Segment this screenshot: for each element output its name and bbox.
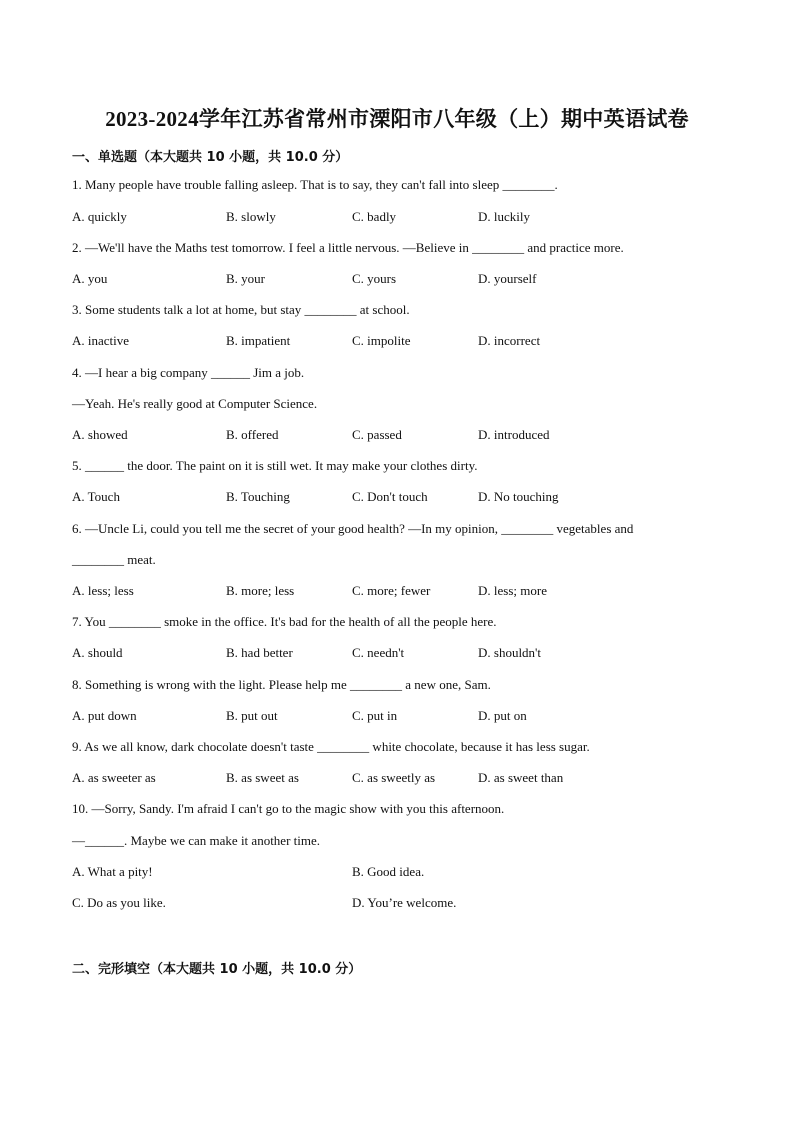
question-5-stem: 5. ______ the door. The paint on it is still wet. It may make your clothes dirty.	[72, 458, 478, 473]
q10-option-c: C. Do as you like.	[72, 895, 166, 910]
question-8-stem: 8. Something is wrong with the light. Please help me ________ a new one, Sam.	[72, 677, 491, 692]
question-3-stem: 3. Some students talk a lot at home, but stay ________ at school.	[72, 302, 410, 317]
q5-option-c: C. Don't touch	[352, 489, 428, 504]
question-4-stem: 4. —I hear a big company ______ Jim a job.	[72, 365, 305, 380]
question-2-stem: 2. —We'll have the Maths test tomorrow. I feel a little nervous. —Believe in ________ and practice more.	[72, 240, 624, 255]
q6-option-c: C. more; fewer	[352, 583, 431, 598]
q7-option-a: A. should	[72, 645, 123, 660]
q6-option-b: B. more; less	[226, 583, 295, 598]
question-1-stem: 1. Many people have trouble falling asleep. That is to say, they can't fall into sleep ________.	[72, 177, 558, 192]
q5-option-a: A. Touch	[72, 489, 120, 504]
q1-option-a: A. quickly	[72, 209, 127, 224]
q2-option-c: C. yours	[352, 271, 397, 286]
q1-option-c: C. badly	[352, 209, 397, 224]
q4-option-d: D. introduced	[478, 427, 550, 442]
q5-option-b: B. Touching	[226, 489, 290, 504]
question-6-stem-continued: ________ meat.	[72, 552, 156, 567]
q9-option-c: C. as sweetly as	[352, 770, 436, 785]
question-10-reply: —______. Maybe we can make it another time.	[72, 833, 321, 848]
section-heading-single-choice: 一、单选题（本大题共 10 小题，共 10.0 分）	[72, 150, 349, 165]
q8-option-d: D. put on	[478, 708, 527, 723]
q4-option-c: C. passed	[352, 427, 402, 442]
q8-option-c: C. put in	[352, 708, 398, 723]
q3-option-d: D. incorrect	[478, 333, 541, 348]
q8-option-a: A. put down	[72, 708, 137, 723]
q2-option-d: D. yourself	[478, 271, 537, 286]
q7-option-c: C. needn't	[352, 645, 405, 660]
q3-option-c: C. impolite	[352, 333, 411, 348]
q5-option-d: D. No touching	[478, 489, 559, 504]
q7-option-d: D. shouldn't	[478, 645, 542, 660]
q1-option-d: D. luckily	[478, 209, 530, 224]
page-title: 2023-2024学年江苏省常州市溧阳市八年级（上）期中英语试卷	[105, 107, 689, 131]
q9-option-a: A. as sweeter as	[72, 770, 156, 785]
q6-option-d: D. less; more	[478, 583, 547, 598]
q1-option-b: B. slowly	[226, 209, 276, 224]
q7-option-b: B. had better	[226, 645, 293, 660]
q9-option-b: B. as sweet as	[226, 770, 299, 785]
question-9-stem: 9. As we all know, dark chocolate doesn't taste ________ white chocolate, because it has less sugar.	[72, 739, 590, 754]
q3-option-b: B. impatient	[226, 333, 291, 348]
section-heading-cloze: 二、完形填空（本大题共 10 小题，共 10.0 分）	[72, 962, 362, 977]
q2-option-a: A. you	[72, 271, 108, 286]
q9-option-d: D. as sweet than	[478, 770, 564, 785]
question-6-stem: 6. —Uncle Li, could you tell me the secret of your good health? —In my opinion, ________ vegetables and	[72, 521, 634, 536]
q4-option-b: B. offered	[226, 427, 279, 442]
q4-option-a: A. showed	[72, 427, 128, 442]
question-10-stem: 10. —Sorry, Sandy. I'm afraid I can't go to the magic show with you this afternoon.	[72, 801, 505, 816]
q10-option-b: B. Good idea.	[352, 864, 425, 879]
q8-option-b: B. put out	[226, 708, 278, 723]
q2-option-b: B. your	[226, 271, 265, 286]
question-4-reply: —Yeah. He's really good at Computer Science.	[72, 396, 318, 411]
question-7-stem: 7. You ________ smoke in the office. It's bad for the health of all the people here.	[72, 614, 497, 629]
q10-option-a: A. What a pity!	[72, 864, 153, 879]
q3-option-a: A. inactive	[72, 333, 130, 348]
q10-option-d: D. You’re welcome.	[352, 895, 457, 910]
q6-option-a: A. less; less	[72, 583, 134, 598]
